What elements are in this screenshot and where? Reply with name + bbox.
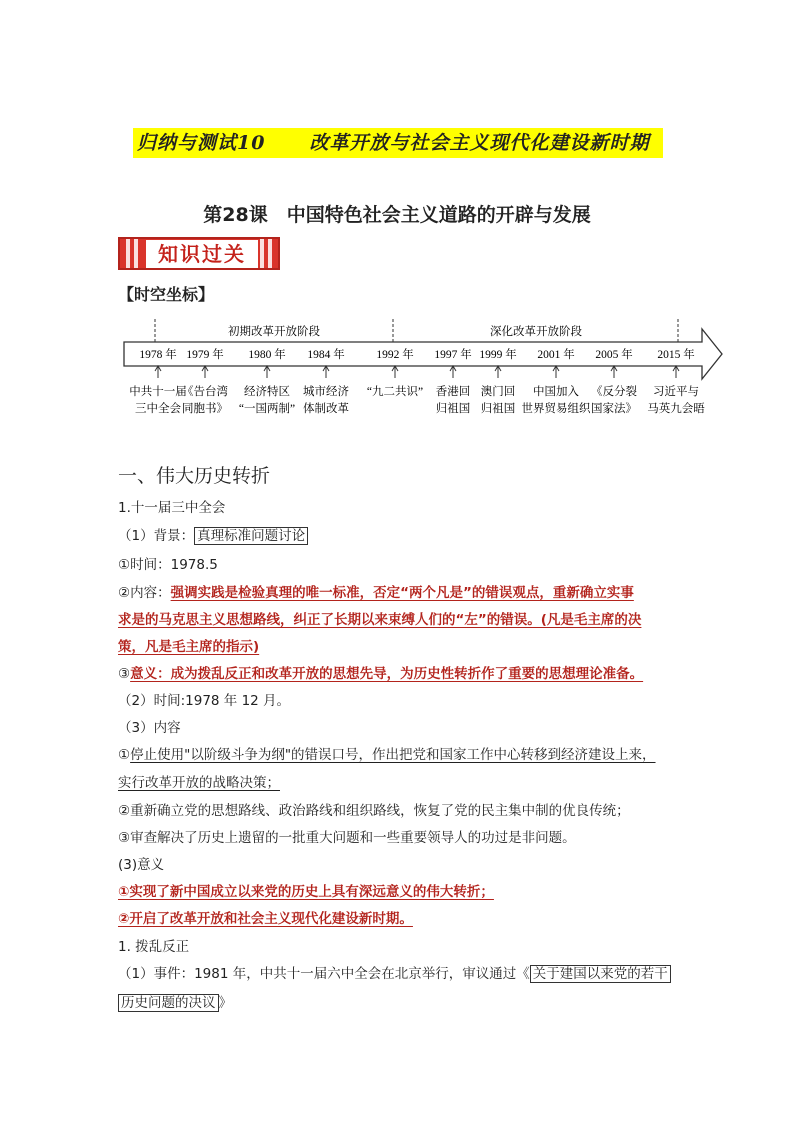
c1-prefix: ① — [118, 747, 131, 763]
timeline-event: 习近平与 — [653, 386, 699, 398]
timeline-event: 澳门回 — [480, 386, 516, 398]
timeline-event: 《反分裂 — [591, 386, 637, 398]
event-doc-b: 历史问题的决议 — [118, 994, 219, 1012]
timeline-pointer — [155, 366, 161, 378]
timeline-pointer — [202, 366, 208, 378]
timeline-year: 1980 年 — [248, 349, 286, 361]
stage-label-early: 初期改革开放阶段 — [228, 326, 320, 338]
timeline-event: “九二共识” — [366, 386, 424, 398]
c1-a: 停止使用"以阶级斗争为纲"的错误口号，作出把党和国家工作中心转移到经济建设上来， — [130, 747, 656, 763]
content-item-3: ③审查解决了历史上遗留的一批重大问题和一些重要领导人的功过是非问题。 — [118, 830, 576, 846]
timeline-event: 归祖国 — [435, 403, 471, 415]
background-line — [118, 524, 308, 544]
timeline-year: 1979 年 — [186, 349, 224, 361]
document-header — [133, 128, 663, 158]
timeline-pointer — [450, 366, 456, 378]
event-doc-a: 关于建国以来党的若干 — [530, 965, 671, 983]
significance-1: ①实现了新中国成立以来党的历史上具有深远意义的伟大转折； — [118, 884, 494, 900]
timeline-event: 同胞书》 — [182, 403, 228, 415]
timeline-event: 中共十一届 — [129, 386, 187, 398]
timeline-pointer — [553, 366, 559, 378]
item-1: 1.十一届三中全会 — [118, 500, 226, 516]
timeline-year: 1978 年 — [139, 349, 177, 361]
meaning-label: ③ — [118, 666, 131, 682]
timeline-event: 世界贸易组织 — [521, 403, 591, 415]
item-2: 1. 拨乱反正 — [118, 939, 190, 955]
content-3: （3）内容 — [118, 720, 181, 736]
badge-label: 知识过关 — [146, 240, 258, 268]
event-line-a — [118, 962, 671, 982]
timeline-year: 1984 年 — [307, 349, 345, 361]
timeline-year: 1997 年 — [434, 349, 472, 361]
event-line-b — [118, 991, 232, 1011]
content-line-2: 求是的马克思主义思想路线，纠正了长期以来束缚人们的“左”的错误。(凡是毛主席的决 — [118, 612, 642, 628]
close-quote: 》 — [218, 995, 232, 1011]
open-quote: 《 — [516, 966, 530, 982]
timeline-event: 马英九会晤 — [647, 403, 705, 415]
timeline-event: 《告台湾 — [182, 386, 228, 398]
timeline-pointer — [673, 366, 679, 378]
content-red-1: 强调实践是检验真理的唯一标准，否定“两个凡是”的错误观点，重新确立实事 — [170, 585, 634, 601]
timeline-year: 2015 年 — [657, 349, 695, 361]
content-line-3: 策，凡是毛主席的指示) — [118, 639, 260, 655]
content-item-1b: 实行改革开放的战略决策； — [118, 775, 280, 791]
timeline-diagram — [118, 314, 728, 426]
content-item-1a — [118, 743, 656, 763]
timeline-event: 香港回 — [435, 386, 471, 398]
knowledge-badge — [118, 237, 280, 270]
timeline-event: 体制改革 — [303, 403, 349, 415]
timeline-pointer — [495, 366, 501, 378]
header-part1: 归纳与测试10 — [137, 132, 266, 154]
timeline-event: 城市经济 — [303, 386, 349, 398]
header-part2: 改革开放与社会主义现代化建设新时期 — [309, 132, 650, 154]
timeline-year: 1992 年 — [376, 349, 414, 361]
content-item-2: ②重新确立党的思想路线、政治路线和组织路线，恢复了党的民主集中制的优良传统； — [118, 803, 630, 819]
event-text: （1）事件：1981 年，中共十一届六中全会在北京举行，审议通过 — [118, 966, 517, 982]
timeline-event: 经济特区 — [244, 386, 290, 398]
timeline-pointer — [611, 366, 617, 378]
timeline-event: 三中全会 — [135, 403, 181, 415]
timeline-event: 国家法》 — [591, 403, 637, 415]
timeline-event: “一国两制” — [238, 403, 296, 415]
meaning-line — [118, 662, 643, 682]
timeline-event: 中国加入 — [533, 386, 579, 398]
section-label: 【时空坐标】 — [118, 285, 215, 304]
timeline-year: 1999 年 — [479, 349, 517, 361]
time-line: ①时间：1978.5 — [118, 557, 218, 573]
timeline-pointer — [323, 366, 329, 378]
background-value: 真理标准问题讨论 — [194, 527, 308, 545]
timeline-pointer — [264, 366, 270, 378]
timeline-year: 2001 年 — [537, 349, 575, 361]
content-line-1 — [118, 581, 634, 601]
meaning-red: 意义：成为拨乱反正和改革开放的思想先导，为历史性转折作了重要的思想理论准备。 — [130, 666, 644, 682]
significance-label: (3)意义 — [118, 857, 165, 873]
timeline-year: 2005 年 — [595, 349, 633, 361]
lesson-title: 第28课 中国特色社会主义道路的开辟与发展 — [203, 204, 591, 226]
timeline-pointer — [392, 366, 398, 378]
stage-label-deep: 深化改革开放阶段 — [490, 326, 582, 338]
content-label: ②内容： — [118, 585, 171, 601]
time-2: （2）时间:1978 年 12 月。 — [118, 693, 291, 709]
section-heading-1: 一、伟大历史转折 — [118, 465, 271, 487]
significance-2: ②开启了改革开放和社会主义现代化建设新时期。 — [118, 911, 413, 927]
timeline-event: 归祖国 — [480, 403, 516, 415]
background-label: （1）背景： — [118, 528, 195, 544]
